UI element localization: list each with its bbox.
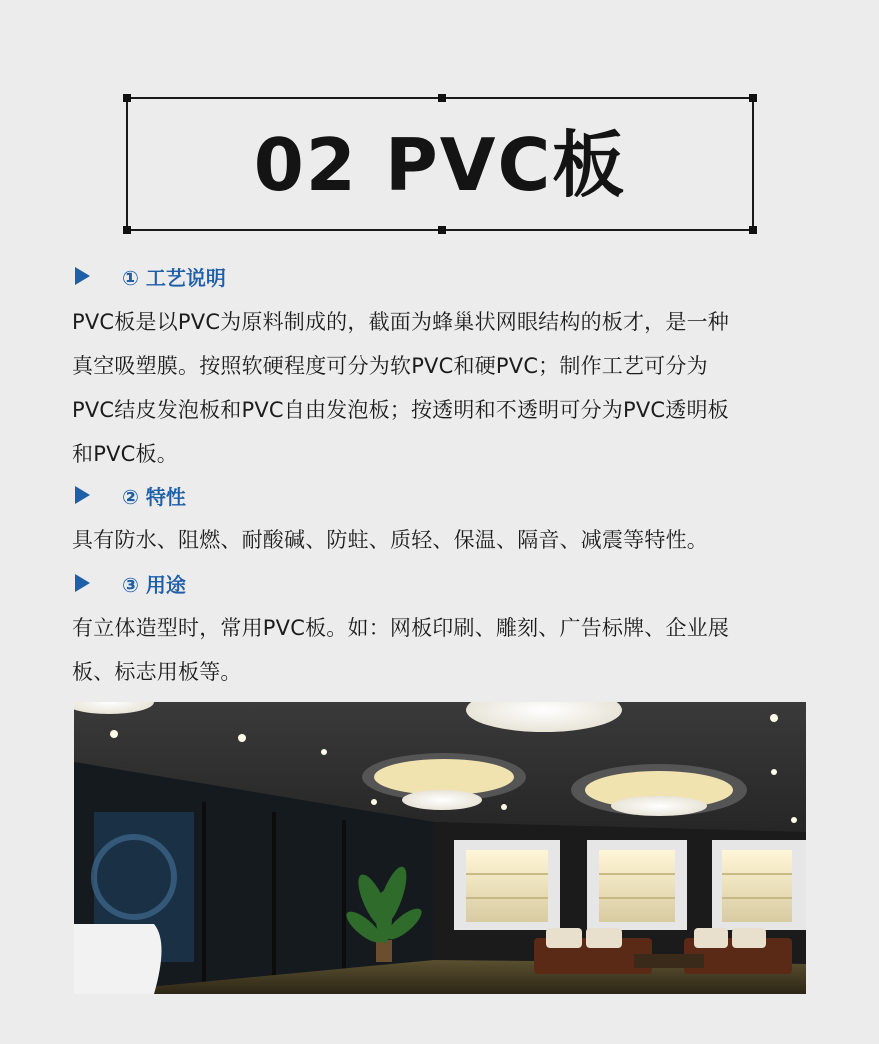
play-triangle-icon xyxy=(75,574,90,592)
title-frame xyxy=(126,97,754,231)
section-heading-label: ③ 用途 xyxy=(122,572,186,597)
section-paragraph-features xyxy=(72,518,812,562)
page-title: 02 PVC板 xyxy=(253,123,627,207)
paragraph-line: PVC结皮发泡板和PVC自由发泡板；按透明和不透明可分为PVC透明板 xyxy=(72,398,729,422)
section-heading-features xyxy=(72,480,186,510)
section-paragraph-process xyxy=(72,300,812,476)
paragraph-line: 具有防水、阻燃、耐酸碱、防蛀、质轻、保温、隔音、减震等特性。 xyxy=(72,528,708,552)
play-triangle-icon xyxy=(75,486,90,504)
section-heading-label: ② 特性 xyxy=(122,484,186,509)
frame-handle-top-right xyxy=(749,94,757,102)
frame-handle-bottom-middle xyxy=(438,226,446,234)
paragraph-line: 和PVC板。 xyxy=(72,442,178,466)
frame-handle-bottom-left xyxy=(123,226,131,234)
paragraph-line: 板、标志用板等。 xyxy=(72,660,242,684)
play-triangle-icon xyxy=(75,267,90,285)
frame-handle-top-left xyxy=(123,94,131,102)
frame-handle-top-middle xyxy=(438,94,446,102)
paragraph-line: 有立体造型时，常用PVC板。如：网板印刷、雕刻、广告标牌、企业展 xyxy=(72,616,730,640)
paragraph-line: PVC板是以PVC为原料制成的，截面为蜂巢状网眼结构的板才，是一种 xyxy=(72,310,729,334)
section-paragraph-uses xyxy=(72,606,812,694)
section-heading-process xyxy=(72,261,226,291)
section-heading-label: ① 工艺说明 xyxy=(122,265,226,290)
paragraph-line: 真空吸塑膜。按照软硬程度可分为软PVC和硬PVC；制作工艺可分为 xyxy=(72,354,708,378)
interior-lobby-photo xyxy=(74,702,806,994)
frame-handle-bottom-right xyxy=(749,226,757,234)
section-heading-uses xyxy=(72,568,186,598)
